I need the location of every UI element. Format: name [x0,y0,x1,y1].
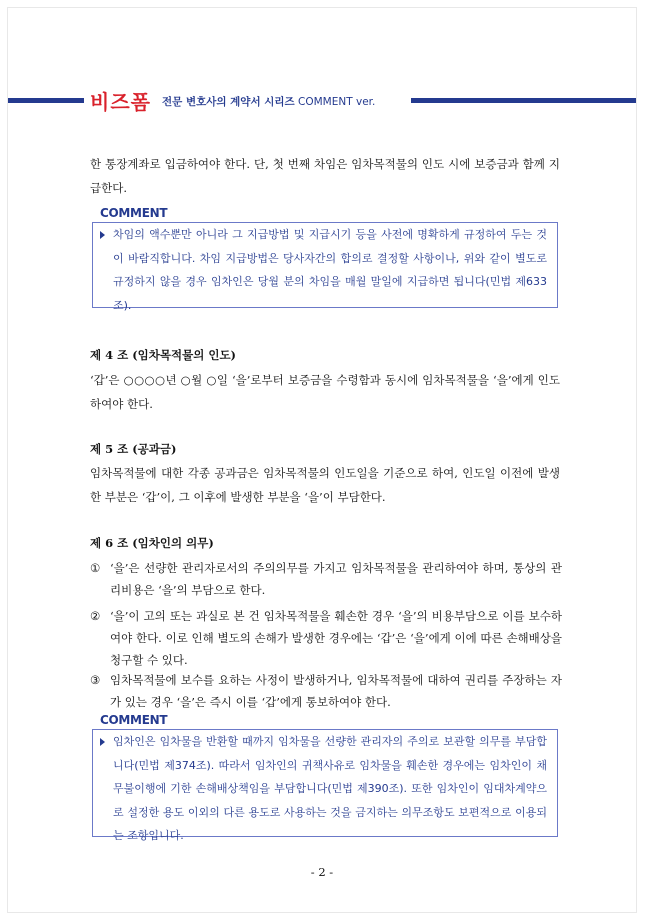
document-page [8,8,636,912]
item-number: ③ [90,673,101,687]
triangle-bullet-icon [100,231,105,239]
tagline-suffix: COMMENT ver. [298,96,376,108]
article-4-text: ‘갑’은 ○○○○년 ○월 ○일 ‘을’로부터 보증금을 수령함과 동시에 임차목적물을 ‘을’에게 인도하여야 한다. [90,373,560,411]
header-rule-left [8,98,84,103]
article-5-text: 임차목적물에 대한 각종 공과금은 임차목적물의 인도일을 기준으로 하여, 인도일 이전에 발생한 부분은 ‘갑’이, 그 이후에 발생한 부분을 ‘을’이 부담한다. [90,466,560,504]
header-rule-right [411,98,636,103]
page-header [8,88,636,114]
item-text: 임차목적물에 보수를 요하는 사정이 발생하거나, 임차목적물에 대하여 권리를 주장하는 자가 있는 경우 ‘을’은 즉시 이를 ‘갑’에게 통보하여야 한다. [110,673,562,709]
comment-box [92,729,558,842]
article-5-heading: 제 5 조 (공과금) [90,442,177,456]
article-6-item-3 [90,669,562,713]
item-text: ‘을’은 선량한 관리자로서의 주의의무를 가지고 임차목적물을 관리하여야 하며, 통상의 관리비용은 ‘을’의 부담으로 한다. [110,561,562,597]
article-6-heading: 제 6 조 (임차인의 의무) [90,536,214,550]
header-tagline [162,94,375,109]
article-6-item-2 [90,605,562,671]
intro-paragraph: 한 통장계좌로 입금하여야 한다. 단, 첫 번째 차임은 임차목적물의 인도 시에 보증금과 함께 지급한다. [90,157,560,195]
article-6-item-1 [90,557,562,601]
article-4-heading: 제 4 조 (임차목적물의 인도) [90,348,236,362]
comment-box [92,222,558,312]
comment-label: COMMENT [100,206,168,220]
item-number: ① [90,561,101,575]
item-number: ② [90,609,101,623]
tagline-main: 전문 변호사의 계약서 시리즈 [162,96,295,108]
page-number: - 2 - [310,865,334,879]
comment-text: 차임의 액수뿐만 아니라 그 지급방법 및 지급시기 등을 사전에 명확하게 규정하여 두는 것이 바람직합니다. 차임 지급방법은 당사자간의 합의로 결정할 사항이나, 위와 같이 별도로 규정하지 않을 경우 임차인은 당월 분의 차임을 매월 말일에 지급하면 됩니다(민법 제633조). [113,228,547,312]
comment-label: COMMENT [100,713,168,727]
brand-logo: 비즈폼 [90,90,151,114]
triangle-bullet-icon [100,738,105,746]
item-text: ‘을’이 고의 또는 과실로 본 건 임차목적물을 훼손한 경우 ‘을’의 비용부담으로 이를 보수하여야 한다. 이로 인해 별도의 손해가 발생한 경우에는 ‘갑’은 ‘을’에게 이에 따른 손해배상을 청구할 수 있다. [110,609,562,667]
comment-text: 임차인은 임차물을 반환할 때까지 임차물을 선량한 관리자의 주의로 보관할 의무를 부담합니다(민법 제374조). 따라서 임차인의 귀책사유로 임차물을 훼손한 경우에는 임차인이 채무불이행에 기한 손해배상책임을 부담합니다(민법 제390조). 또한 임차인이 임대차계약으로 설정한 용도 이외의 다른 용도로 사용하는 것을 금지하는 의무조항도 보편적으로 이용되는 조항입니다. [113,735,547,842]
